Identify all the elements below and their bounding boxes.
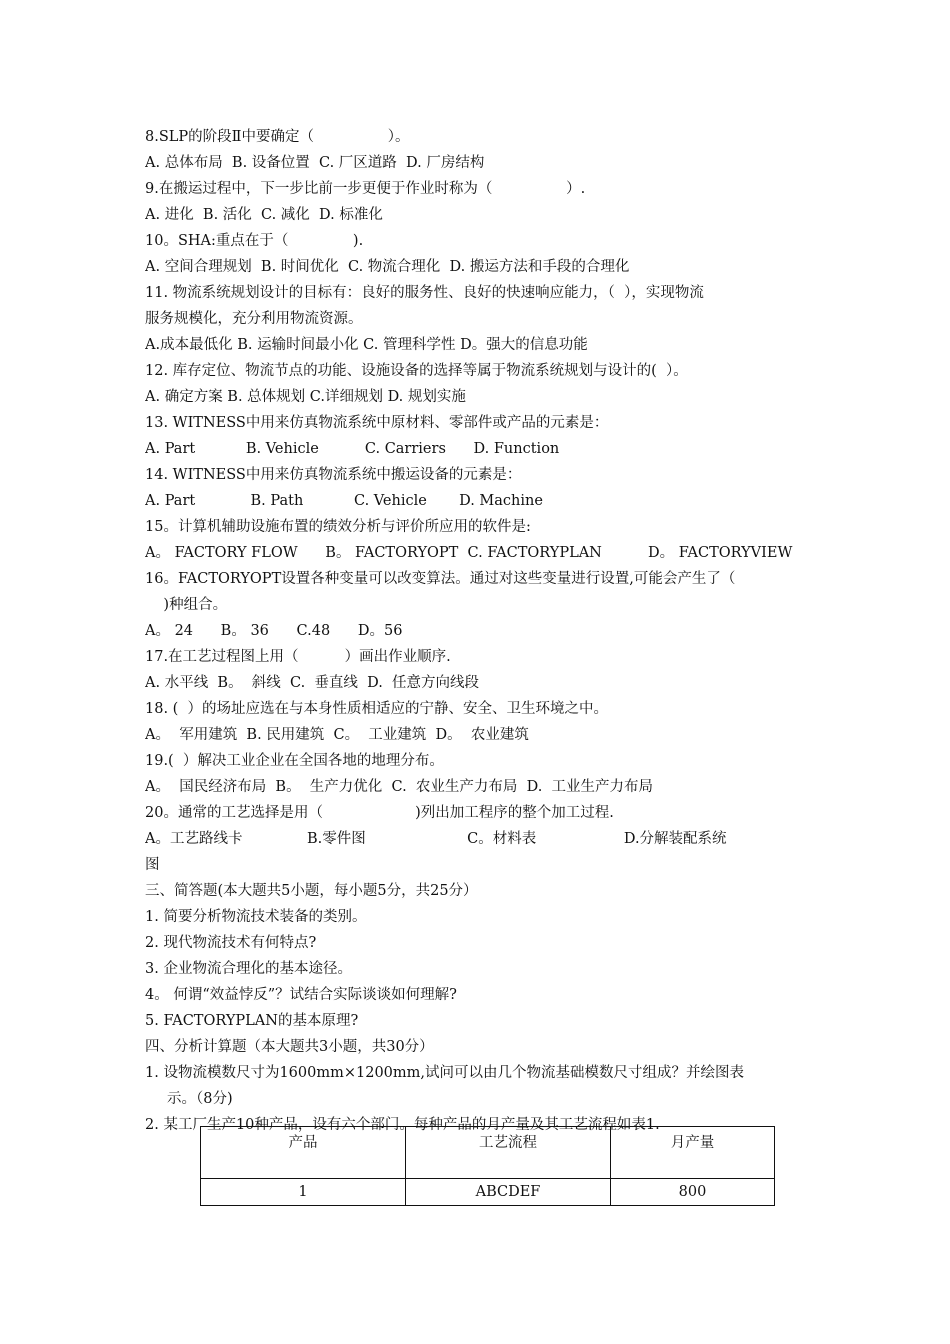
question-20-options: A。工艺路线卡 B.零件图 C。材料表 D.分解装配系统 bbox=[145, 831, 727, 847]
question-19: 19.( ）解决工业企业在全国各地的地理分布。 bbox=[145, 753, 444, 769]
short-answer-1: 1. 简要分析物流技术装备的类别。 bbox=[145, 909, 367, 925]
header-process: 工艺流程 bbox=[406, 1127, 611, 1179]
cell-process: ABCDEF bbox=[406, 1179, 611, 1206]
question-17: 17.在工艺过程图上用（ ）画出作业顺序. bbox=[145, 649, 451, 665]
question-text bbox=[145, 124, 815, 1138]
calculation-1: 1. 设物流模数尺寸为1600mm×1200mm,试问可以由几个物流基础模数尺寸组成？并绘图表 bbox=[145, 1065, 745, 1081]
question-15: 15。计算机辅助设施布置的绩效分析与评价所应用的软件是: bbox=[145, 519, 531, 535]
question-12-options: A. 确定方案 B. 总体规划 C.详细规划 D. 规划实施 bbox=[145, 389, 466, 405]
question-11-options: A.成本最低化 B. 运输时间最小化 C. 管理科学性 D。强大的信息功能 bbox=[145, 337, 588, 353]
question-11: 11. 物流系统规划设计的目标有：良好的服务性、良好的快速响应能力，（ ），实现物流 bbox=[145, 285, 704, 301]
question-16-continued: )种组合。 bbox=[145, 597, 228, 613]
question-20-continued: 图 bbox=[145, 857, 160, 873]
product-process-table bbox=[200, 1126, 775, 1206]
cell-monthly-output: 800 bbox=[611, 1179, 775, 1206]
question-19-options: A。 国民经济布局 B。 生产力优化 C. 农业生产力布局 D. 工业生产力布局 bbox=[145, 779, 654, 795]
short-answer-2: 2. 现代物流技术有何特点? bbox=[145, 935, 317, 951]
header-monthly-output: 月产量 bbox=[611, 1127, 775, 1179]
short-answer-5: 5. FACTORYPLAN的基本原理? bbox=[145, 1013, 359, 1029]
question-10: 10。SHA:重点在于（ ). bbox=[145, 233, 364, 249]
product-table-wrapper bbox=[200, 1126, 775, 1206]
question-20: 20。通常的工艺选择是用（ )列出加工程序的整个加工过程. bbox=[145, 805, 614, 821]
question-9: 9.在搬运过程中，下一步比前一步更便于作业时称为（ ）. bbox=[145, 181, 586, 197]
header-product: 产品 bbox=[201, 1127, 406, 1179]
question-17-options: A. 水平线 B。 斜线 C. 垂直线 D. 任意方向线段 bbox=[145, 675, 480, 691]
question-13-options: A. Part B. Vehicle C. Carriers D. Function bbox=[145, 441, 560, 457]
question-8-options: A. 总体布局 B. 设备位置 C. 厂区道路 D. 厂房结构 bbox=[145, 155, 485, 171]
question-9-options: A. 进化 B. 活化 C. 减化 D. 标准化 bbox=[145, 207, 383, 223]
question-18-options: A。 军用建筑 B. 民用建筑 C。 工业建筑 D。 农业建筑 bbox=[145, 727, 529, 743]
section-3-heading: 三、简答题(本大题共5小题，每小题5分，共25分） bbox=[145, 883, 478, 899]
question-18: 18. ( ）的场址应选在与本身性质相适应的宁静、安全、卫生环境之中。 bbox=[145, 701, 609, 717]
question-14: 14. WITNESS中用来仿真物流系统中搬运设备的元素是： bbox=[145, 467, 522, 483]
question-11-continued: 服务规模化，充分利用物流资源。 bbox=[145, 311, 363, 327]
cell-product: 1 bbox=[201, 1179, 406, 1206]
question-15-options: A。 FACTORY FLOW B。 FACTORYOPT C. FACTORYPLAN D。 FACTORYVIEW bbox=[145, 545, 793, 561]
table-header-row bbox=[201, 1127, 775, 1179]
question-16: 16。FACTORYOPT设置各种变量可以改变算法。通过对这些变量进行设置,可能会产生了（ bbox=[145, 571, 736, 587]
short-answer-4: 4。 何谓“效益悖反”？试结合实际谈谈如何理解? bbox=[145, 987, 457, 1003]
question-13: 13. WITNESS中用来仿真物流系统中原材料、零部件或产品的元素是： bbox=[145, 415, 609, 431]
question-12: 12. 库存定位、物流节点的功能、设施设备的选择等属于物流系统规划与设计的( ）。 bbox=[145, 363, 688, 379]
short-answer-3: 3. 企业物流合理化的基本途径。 bbox=[145, 961, 352, 977]
calculation-1-continued: 示。（8分) bbox=[167, 1091, 233, 1107]
section-4-heading: 四、分析计算题（本大题共3小题，共30分） bbox=[145, 1039, 434, 1055]
calculation-2: 2. 某工厂生产10种产品，设有六个部门。每种产品的月产量及其工艺流程如表1. bbox=[145, 1117, 660, 1133]
question-16-options: A。 24 B。 36 C.48 D。56 bbox=[145, 623, 403, 639]
question-8: 8.SLP的阶段Ⅱ中要确定（ ）。 bbox=[145, 129, 410, 145]
table-row bbox=[201, 1179, 775, 1206]
question-10-options: A. 空间合理规划 B. 时间优化 C. 物流合理化 D. 搬运方法和手段的合理化 bbox=[145, 259, 630, 275]
question-14-options: A. Part B. Path C. Vehicle D. Machine bbox=[145, 493, 543, 509]
